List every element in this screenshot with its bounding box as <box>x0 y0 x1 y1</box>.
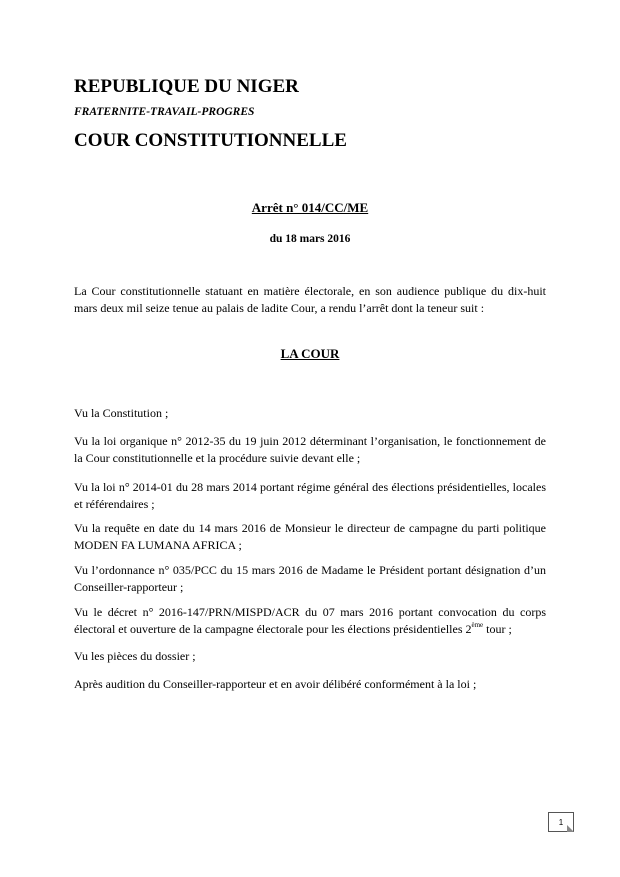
court-name: COUR CONSTITUTIONNELLE <box>74 130 347 151</box>
decree-text-end: tour ; <box>483 622 512 636</box>
decree-text: Vu le décret n° 2016-147/PRN/MISPD/ACR du 07 mars 2016 portant convocation du corps électoral et ouverture de la campagne électorale pour les élections présidentielles 2 <box>74 605 546 636</box>
section-title-text: LA COUR <box>280 346 340 361</box>
consideration-request: Vu la requête en date du 14 mars 2016 de Monsieur le directeur de campagne du parti politique MODEN FA LUMANA AFRICA ; <box>74 521 546 552</box>
consideration-organic-law: Vu la loi organique n° 2012-35 du 19 juin 2012 déterminant l’organisation, le fonctionnement de la Cour constitutionnelle et la procédure suivie devant elle ; <box>74 434 546 465</box>
consideration-electoral-law: Vu la loi n° 2014-01 du 28 mars 2014 portant régime général des élections présidentielles, locales et référendaires ; <box>74 480 546 511</box>
page-number-box <box>548 812 574 832</box>
republic-title: REPUBLIQUE DU NIGER <box>74 76 299 97</box>
section-title <box>0 346 620 362</box>
consideration-ordinance: Vu l’ordonnance n° 035/PCC du 15 mars 2016 de Madame le Président portant désignation d’un Conseiller-rapporteur ; <box>74 563 546 594</box>
decision-number-text: Arrêt n° 014/CC/ME <box>251 200 369 215</box>
consideration-file-documents: Vu les pièces du dossier ; <box>74 649 196 663</box>
ordinal-superscript: ème <box>471 621 484 629</box>
national-motto: FRATERNITE-TRAVAIL-PROGRES <box>74 106 255 118</box>
consideration-constitution: Vu la Constitution ; <box>74 406 169 420</box>
page-number: 1 <box>558 817 564 827</box>
decision-date <box>0 233 620 245</box>
decision-number <box>0 200 620 216</box>
page-fold-icon <box>567 825 574 832</box>
consideration-deliberation: Après audition du Conseiller-rapporteur et en avoir délibéré conformément à la loi ; <box>74 677 477 691</box>
consideration-decree <box>74 604 546 638</box>
decision-date-text: du 18 mars 2016 <box>269 233 351 245</box>
intro-paragraph: La Cour constitutionnelle statuant en matière électorale, en son audience publique du dix-huit mars deux mil seize tenue au palais de ladite Cour, a rendu l’arrêt dont la teneur suit : <box>74 284 546 315</box>
